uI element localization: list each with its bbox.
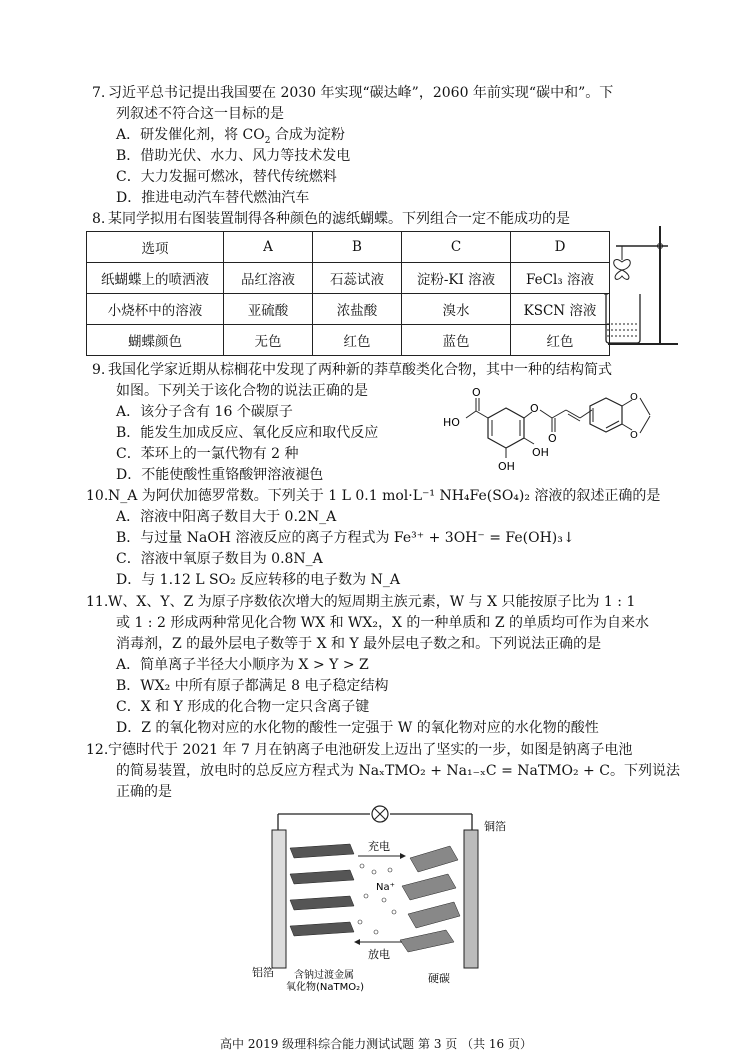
structure-label: O xyxy=(472,386,481,399)
table-cell: B xyxy=(313,232,402,263)
question-stem: 我国化学家近期从棕榈花中发现了两种新的莽草酸类化合物，其中一种的结构简式 xyxy=(108,362,612,378)
question-7 xyxy=(86,83,686,209)
question-number: 8. xyxy=(92,211,106,227)
option-c: C．苯环上的一氯代物有 2 种 xyxy=(116,446,299,462)
structure-label: OH xyxy=(532,446,549,459)
option-b: B．与过量 NaOH 溶液反应的离子方程式为 Fe³⁺ + 3OH⁻ = Fe(OH)₃↓ xyxy=(116,530,575,546)
question-stem: 如图。下列关于该化合物的说法正确的是 xyxy=(116,383,368,399)
structure-label: OH xyxy=(498,460,515,473)
option-c: C．大力发掘可燃冰，替代传统燃料 xyxy=(116,169,337,185)
structure-label: O xyxy=(530,402,539,415)
aluminum-foil-label: 铝箔 xyxy=(252,966,274,979)
question-stem: 的简易装置，放电时的总反应方程式为 NaₓTMO₂ + Na₁₋ₓC = NaTMO₂ + C。下列说法 xyxy=(116,763,680,779)
charge-label: 充电 xyxy=(368,840,390,853)
option-b: B．能发生加成反应、氧化反应和取代反应 xyxy=(116,425,379,441)
table-cell: FeCl₃ 溶液 xyxy=(511,263,610,294)
question-stem: 或 1 : 2 形成两种常见化合物 WX 和 WX₂，X 的一种单质和 Z 的单质均可作为自来水 xyxy=(116,615,650,631)
table-cell: 红色 xyxy=(511,325,610,356)
table-cell: 无色 xyxy=(224,325,313,356)
table-cell: 纸蝴蝶上的喷洒液 xyxy=(87,263,224,294)
hard-carbon-label: 硬碳 xyxy=(428,972,450,985)
question-number: 11. xyxy=(86,594,109,610)
option-a: A．该分子含有 16 个碳原子 xyxy=(116,404,293,420)
discharge-label: 放电 xyxy=(368,948,390,961)
table-cell: 溴水 xyxy=(402,294,511,325)
page-footer: 高中 2019 级理科综合能力测试试题 第 3 页 （共 16 页） xyxy=(220,1037,532,1051)
question-stem: W、X、Y、Z 为原子序数依次增大的短周期主族元素，W 与 X 只能按原子比为 1 : 1 xyxy=(108,594,636,610)
oxide-label: 氧化物(NaTMO₂) xyxy=(286,982,365,993)
table-row xyxy=(87,325,610,356)
chemical-structure-figure xyxy=(440,378,670,480)
question-stem: 消毒剂，Z 的最外层电子数等于 X 和 Y 最外层电子数之和。下列说法正确的是 xyxy=(116,636,602,652)
table-row xyxy=(87,263,610,294)
table-cell: 浓盐酸 xyxy=(313,294,402,325)
question-stem: N_A 为阿伏加德罗常数。下列关于 1 L 0.1 mol·L⁻¹ NH₄Fe(SO₄)₂ 溶液的叙述正确的是 xyxy=(108,488,661,504)
question-stem: 宁德时代于 2021 年 7 月在钠离子电池研发上迈出了坚实的一步，如图是钠离子电池 xyxy=(108,742,633,758)
table-row xyxy=(87,294,610,325)
option-d: D．推进电动汽车替代燃油汽车 xyxy=(116,190,310,206)
question-12 xyxy=(86,740,686,803)
question-number: 10. xyxy=(86,488,109,504)
table-cell: 红色 xyxy=(313,325,402,356)
option-c: C．X 和 Y 形成的化合物一定只含离子键 xyxy=(116,699,370,715)
option-d: D．Z 的氧化物对应的水化物的酸性一定强于 W 的氧化物对应的水化物的酸性 xyxy=(116,720,599,736)
option-a: A．研发催化剂，将 $CO_2$ 合成为淀粉 xyxy=(116,127,345,146)
table-cell: 小烧杯中的溶液 xyxy=(87,294,224,325)
option-c: C．溶液中氧原子数目为 0.8N_A xyxy=(116,551,323,567)
option-b: B．借助光伏、水力、风力等技术发电 xyxy=(116,148,351,164)
table-cell: 石蕊试液 xyxy=(313,263,402,294)
table-cell: A xyxy=(224,232,313,263)
question-10 xyxy=(86,486,686,591)
option-b: B．WX₂ 中所有原子都满足 8 电子稳定结构 xyxy=(116,678,389,694)
question-stem: 正确的是 xyxy=(116,784,172,800)
question-number: 7. xyxy=(92,85,106,101)
butterfly-apparatus-figure xyxy=(596,220,686,350)
table-cell: KSCN 溶液 xyxy=(511,294,610,325)
question-11 xyxy=(86,592,686,739)
structure-label: HO xyxy=(443,416,460,429)
table-cell: 蓝色 xyxy=(402,325,511,356)
table-cell: 亚硫酸 xyxy=(224,294,313,325)
table-cell: 品红溶液 xyxy=(224,263,313,294)
table-cell: 选项 xyxy=(87,232,224,263)
question-number: 9. xyxy=(92,362,106,378)
option-d: D．不能使酸性重铬酸钾溶液褪色 xyxy=(116,467,324,483)
question-stem: 习近平总书记提出我国要在 2030 年实现“碳达峰”，2060 年前实现“碳中和”。下 xyxy=(108,85,614,101)
question-stem: 某同学拟用右图装置制得各种颜色的滤纸蝴蝶。下列组合一定不能成功的是 xyxy=(108,211,570,227)
question-number: 12. xyxy=(86,742,109,758)
table-row xyxy=(87,232,610,263)
table-cell: C xyxy=(402,232,511,263)
table-cell: 蝴蝶颜色 xyxy=(87,325,224,356)
option-a: A．溶液中阳离子数目大于 0.2N_A xyxy=(116,509,337,525)
structure-label: O xyxy=(630,392,638,403)
question-stem: 列叙述不符合这一目标的是 xyxy=(116,106,284,122)
q8-table xyxy=(86,231,610,356)
sodium-ion-label: Na⁺ xyxy=(376,882,395,893)
copper-foil-label: 铜箔 xyxy=(484,820,506,833)
oxide-label: 含钠过渡金属 xyxy=(294,970,354,981)
option-d: D．与 1.12 L SO₂ 反应转移的电子数为 N_A xyxy=(116,572,400,588)
table-cell: 淀粉-KI 溶液 xyxy=(402,263,511,294)
table-cell: D xyxy=(511,232,610,263)
sodium-battery-figure xyxy=(250,800,530,1000)
structure-label: O xyxy=(548,432,557,445)
option-a: A．简单离子半径大小顺序为 X > Y > Z xyxy=(116,657,369,673)
structure-label: O xyxy=(630,430,638,441)
